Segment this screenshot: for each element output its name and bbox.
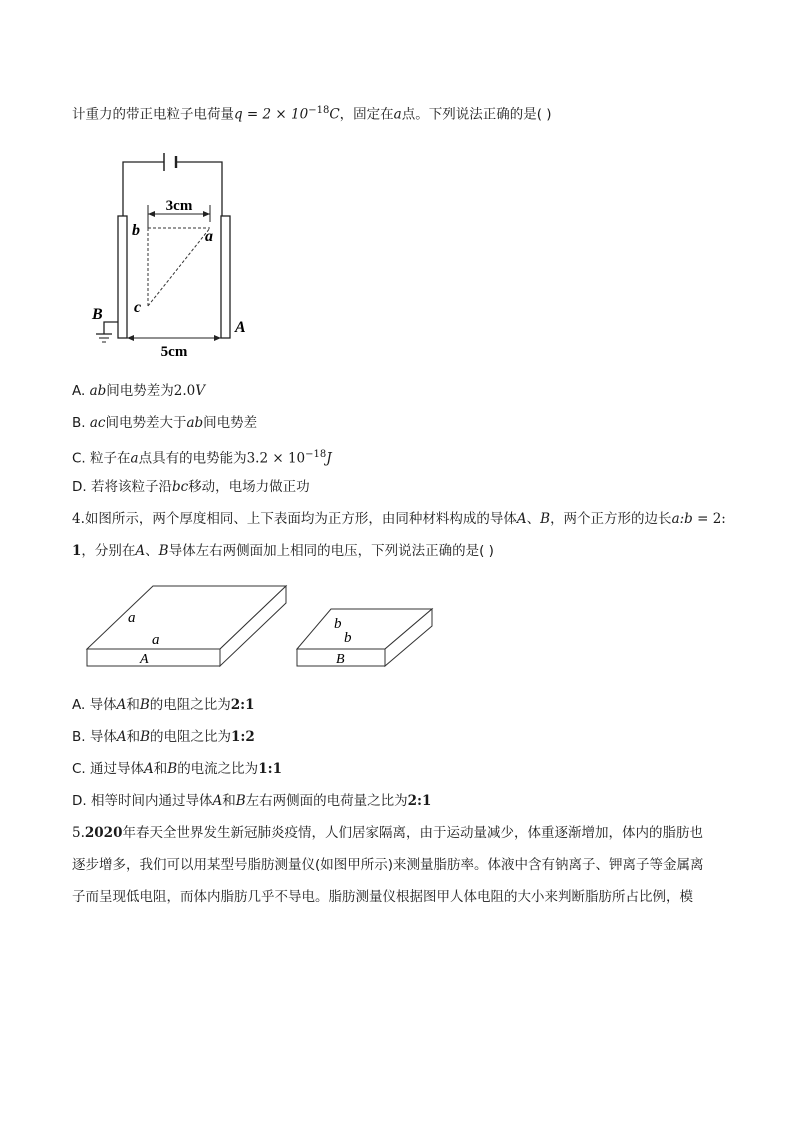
q5-stem-line3: 子而呈现低电阻，而体内脂肪几乎不导电。脂肪测量仪根据图甲人体电阻的大小来判断脂肪所占比例，模 [72, 889, 693, 905]
q5-stem-line1: 5.2020年春天全世界发生新冠肺炎疫情，人们居家隔离，由于运动量减少，体重逐渐增加，体内的脂肪也 [72, 825, 703, 841]
q5-stem-line2: 逐步增多，我们可以用某型号脂肪测量仪(如图甲所示)来测量脂肪率。体液中含有钠离子、钾离子等金属离 [72, 857, 704, 873]
q3-wire-left [123, 162, 164, 216]
q3-option-b: B. ac间电势差大于ab间电势差 [72, 415, 258, 431]
q3-option-c: C. 粒子在a点具有的电势能为$3.2 \times 10^{-18}J$ [72, 449, 332, 467]
q3-intro-end: 点。下列说法正确的是( ) [401, 106, 552, 123]
q4-option-a: A. 导体A和B的电阻之比为2:1 [72, 697, 255, 713]
q3-plate-B [118, 216, 127, 338]
q4-label-B: B [336, 652, 345, 667]
q4-conductors-figure [80, 580, 440, 676]
q3-ground-wire [104, 322, 118, 334]
q5-number: 5. [72, 825, 85, 841]
q3-charge-value: q = 2 × 10 [234, 106, 309, 123]
q3-intro-text: 计重力的带正电粒子电荷量 [72, 106, 234, 123]
q4-label-a-front: a [152, 632, 160, 648]
q4-label-b-front: b [344, 630, 352, 646]
q4-label-a-top: a [128, 610, 136, 626]
q3-intro-point: a [393, 106, 402, 123]
q4-stem-line2: 1，分别在A、B导体左右两侧面加上相同的电压，下列说法正确的是( ) [72, 543, 494, 559]
q3-dashed-ca [148, 228, 210, 306]
q3-option-a: A. ab间电势差为2.0V [72, 383, 206, 399]
q3-label-b: b [132, 222, 140, 239]
q3-label-a: a [205, 228, 213, 245]
q4-option-c: C. 通过导体A和B的电流之比为1:1 [72, 761, 282, 777]
q3-intro-text-2: ，固定在 [339, 106, 394, 123]
q3-dim-label-5cm: 5cm [160, 344, 188, 360]
q4-stem-line1: 4.如图所示，两个厚度相同、上下表面均为正方形，由同种材料构成的导体A、B，两个正方形的边长a:b = 2: [72, 511, 726, 527]
q3-option-d: D. 若将该粒子沿bc移动，电场力做正功 [72, 479, 310, 495]
q3-charge-exponent: −18 [308, 105, 330, 116]
q3-label-B: B [92, 306, 103, 323]
q3-plate-A [221, 216, 230, 338]
q3-charge-unit: C [329, 106, 340, 123]
q4-option-d: D. 相等时间内通过导体A和B左右两侧面的电荷量之比为2:1 [72, 793, 432, 809]
q4-slab-A [87, 586, 286, 667]
q4-option-b: B. 导体A和B的电阻之比为1:2 [72, 729, 255, 745]
q3-dim-label-3cm: 3cm [165, 198, 193, 214]
q3-label-c: c [134, 299, 142, 316]
q4-label-A: A [140, 652, 149, 667]
q3-label-A: A [235, 319, 246, 336]
q4-slab-B [297, 609, 432, 667]
q4-label-b-top: b [334, 616, 342, 632]
q4-slab-A-front [87, 649, 220, 666]
q4-number: 4. [72, 511, 85, 527]
q3-capacitor-figure [90, 142, 250, 362]
q3-intro [72, 101, 552, 125]
